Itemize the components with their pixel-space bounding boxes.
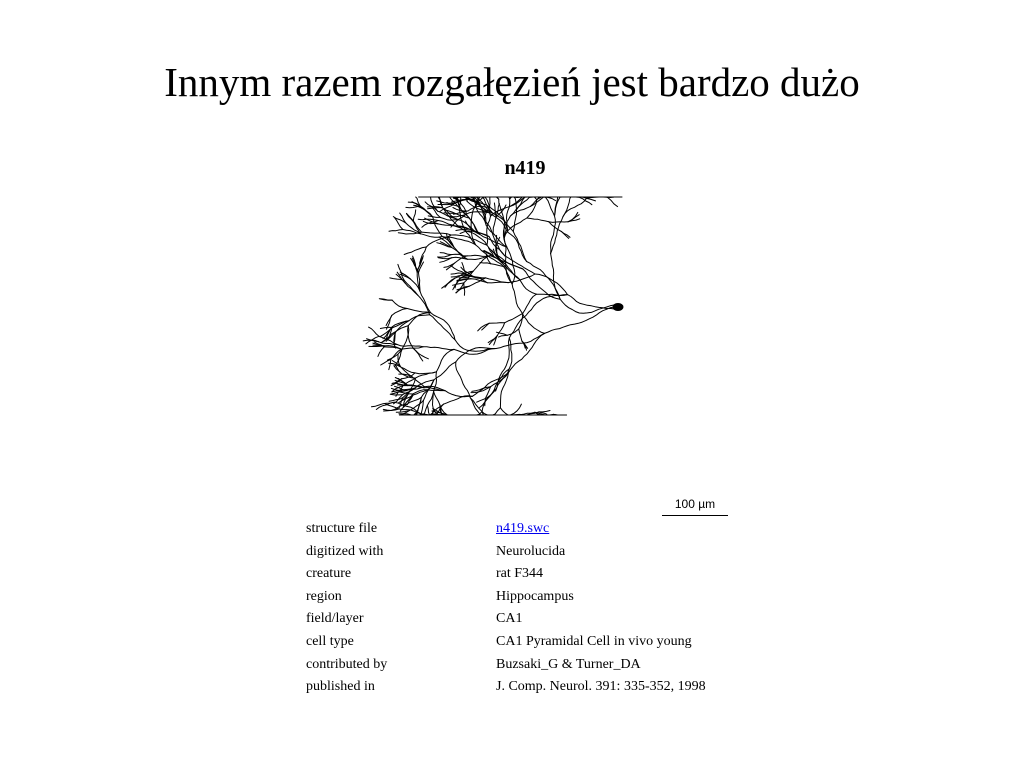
dendrite-branch: [539, 411, 550, 412]
dendrite-branch: [422, 208, 433, 217]
dendrite-branch: [420, 247, 427, 263]
dendrite-branch: [423, 347, 454, 350]
dendrite-branch: [445, 278, 455, 287]
info-value: rat F344: [496, 566, 544, 582]
info-label: field/layer: [306, 611, 364, 627]
info-label: digitized with: [306, 543, 384, 559]
dendrite-branch: [427, 405, 429, 415]
dendrite-branch: [378, 347, 384, 357]
dendrite-branch: [535, 274, 568, 295]
dendrite-branch: [436, 349, 454, 371]
dendrite-branch: [440, 253, 451, 255]
info-label: contributed by: [306, 656, 388, 672]
dendrite-branch: [409, 315, 430, 321]
info-label: structure file: [306, 521, 378, 536]
dendrite-branch: [389, 360, 391, 370]
dendrite-branch: [453, 412, 482, 415]
info-value: J. Comp. Neurol. 391: 335-352, 1998: [496, 679, 706, 695]
info-value: CA1: [496, 611, 523, 627]
dendrite-branch: [480, 390, 495, 408]
dendrite-branch: [530, 197, 543, 206]
dendrite-branch: [416, 372, 437, 378]
dendrite-branch: [505, 338, 510, 369]
dendrite-branch: [413, 210, 415, 222]
dendrite-branch: [438, 255, 452, 258]
scale-bar-line: [662, 515, 728, 516]
dendrite-branch: [434, 392, 440, 405]
dendrite-branch: [383, 409, 399, 411]
dendrite-branch: [369, 327, 380, 336]
dendrite-branch: [451, 235, 487, 245]
slide-title: Innym razem rozgałęzień jest bardzo dużo: [164, 59, 860, 105]
dendrite-branch: [389, 230, 403, 232]
dendrite-branch: [420, 292, 431, 313]
dendrite-branch: [607, 197, 617, 206]
info-value: Neurolucida: [496, 543, 566, 559]
dendrite-branch: [392, 300, 407, 308]
neuron-info-table: [306, 518, 706, 699]
info-value: Hippocampus: [496, 588, 574, 604]
dendrite-branch: [480, 263, 491, 264]
dendrite-branch: [505, 256, 535, 274]
dendrite-branch: [472, 373, 508, 397]
info-label: region: [306, 588, 342, 604]
dendrite-branch: [423, 405, 428, 415]
dendrite-branch: [456, 229, 469, 230]
dendrite-branch: [545, 307, 615, 333]
dendrite-branch: [464, 283, 465, 295]
dendrite-branch: [527, 218, 549, 222]
neuron-soma: [613, 303, 624, 311]
dendrite-branch: [499, 335, 508, 337]
info-row-region: [306, 586, 706, 609]
dendrite-branch: [413, 348, 423, 361]
info-row-digitized-with: [306, 541, 706, 564]
dendrite-branch: [456, 362, 471, 398]
dendrite-branch: [510, 404, 521, 415]
dendrite-branch: [384, 347, 401, 349]
dendrite-branch: [453, 283, 464, 285]
info-row-field-layer: [306, 608, 706, 631]
dendrite-branch: [513, 231, 526, 261]
info-label: published in: [306, 679, 375, 695]
dendrite-branch: [451, 254, 467, 256]
dendrite-branch: [543, 197, 554, 216]
neuron-morphology-drawing: [300, 196, 760, 416]
dendrite-branch: [430, 315, 455, 340]
structure-file-link[interactable]: n419.swc: [496, 521, 550, 536]
info-row-creature: [306, 563, 706, 586]
dendrite-branch: [500, 408, 512, 415]
dendrite-branch: [551, 254, 561, 300]
dendrite-branch: [392, 309, 407, 316]
dendrite-branch: [508, 232, 527, 261]
dendrite-branch: [401, 367, 415, 373]
dendrite-branch: [381, 360, 391, 366]
dendrite-branch: [493, 217, 496, 235]
dendrite-branch: [508, 274, 535, 283]
dendrite-branch: [397, 345, 423, 347]
dendrite-branch: [549, 222, 568, 223]
neuron-name: n419: [504, 157, 546, 179]
info-value: CA1 Pyramidal Cell in vivo young: [496, 633, 692, 649]
dendrite-branch: [489, 323, 505, 324]
info-row-published-in: [306, 676, 706, 699]
scale-bar-label: 100 µm: [674, 497, 716, 511]
dendrite-branch: [451, 273, 466, 274]
dendrite-branch: [444, 396, 473, 405]
dendrite-branch: [404, 280, 418, 295]
dendrite-branch: [389, 398, 403, 402]
info-row-contributed-by: [306, 654, 706, 677]
info-label: creature: [306, 566, 352, 582]
info-row-cell-type: [306, 631, 706, 654]
dendrite-branch: [519, 329, 522, 341]
dendrite-branch: [482, 373, 508, 412]
dendrite-branch: [563, 198, 586, 216]
dendrite-branch: [508, 333, 544, 372]
dendrite-branch: [560, 299, 614, 313]
dendrite-branch: [523, 294, 537, 313]
info-row-structure-file: [306, 518, 706, 541]
dendrite-branch: [510, 206, 530, 216]
info-value: [496, 518, 706, 541]
dendrite-branch: [555, 197, 567, 216]
info-label: cell type: [306, 633, 354, 649]
scale-bar: [662, 496, 728, 518]
dendrite-branch: [486, 254, 490, 264]
dendrite-branch: [527, 200, 537, 218]
neuron-branches: [363, 197, 622, 415]
dendrite-branch: [489, 336, 497, 345]
info-value: Buzsaki_G & Turner_DA: [496, 656, 641, 672]
